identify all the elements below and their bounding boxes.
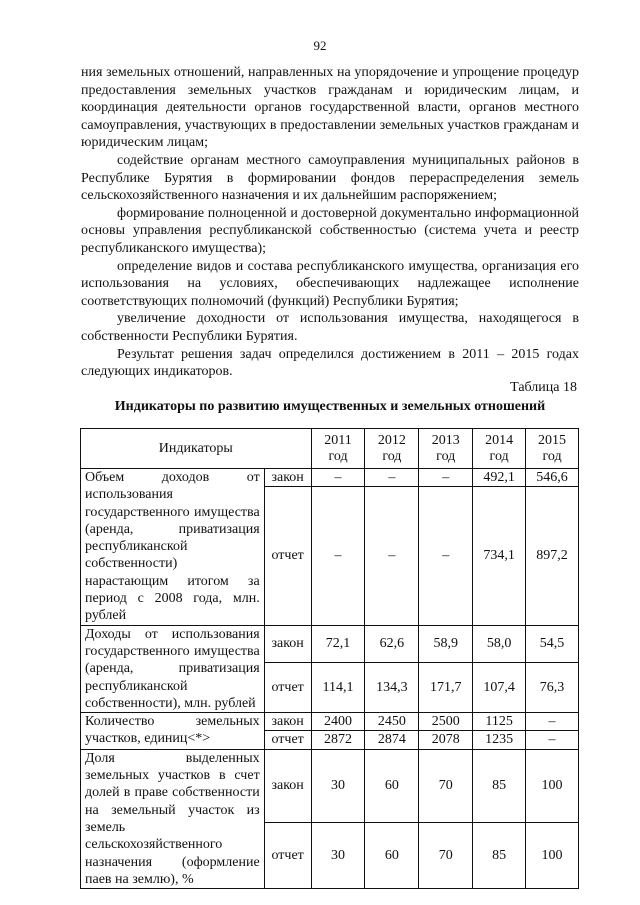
header-year: 2012 год: [365, 429, 419, 469]
row-type: закон: [264, 713, 311, 731]
body-text: [81, 64, 579, 381]
table-row: [81, 469, 579, 487]
header-year: 2015 год: [526, 429, 579, 469]
table-cell: 60: [365, 822, 419, 888]
table-cell: –: [419, 487, 473, 625]
table-cell: 62,6: [365, 625, 419, 662]
paragraph: увеличение доходности от использования имущества, находящегося в собственности Республики Бурятия.: [81, 311, 579, 344]
indicator-name: Объем доходов от использования государственного имущества (аренда, приватизация республиканской собственности) нарастающим итогом за период с 2008 года, млн. рублей: [81, 469, 265, 626]
table-header-row: [81, 429, 579, 469]
table-cell: –: [365, 487, 419, 625]
row-type: закон: [264, 469, 311, 487]
row-type: отчет: [264, 822, 311, 888]
paragraph: содействие органам местного самоуправления муниципальных районов в Республике Бурятия в формировании фондов перераспределения земель сельскохозяйственного назначения и их дальнейшим распоряжением;: [81, 152, 579, 204]
paragraph: определение видов и состава республиканского имущества, организация его использования на условиях, обеспечивающих надлежащее исполнение соответствующих полномочий (функций) Республики Бурятия;: [81, 258, 579, 309]
row-type: отчет: [264, 487, 311, 625]
table-row: [81, 625, 579, 662]
table-cell: 114,1: [311, 662, 365, 712]
table-cell: 546,6: [526, 469, 579, 487]
row-type: закон: [264, 749, 311, 822]
table-row: [81, 713, 579, 731]
table-label: Таблица 18: [510, 380, 577, 395]
table-cell: –: [311, 487, 365, 625]
table-cell: 171,7: [419, 662, 473, 712]
table-cell: 100: [526, 822, 579, 888]
table-cell: 2500: [419, 713, 473, 731]
table-cell: 2078: [419, 731, 473, 749]
table-cell: –: [526, 731, 579, 749]
table-cell: 72,1: [311, 625, 365, 662]
table-cell: 70: [419, 749, 473, 822]
table-cell: 54,5: [526, 625, 579, 662]
table-cell: 76,3: [526, 662, 579, 712]
row-type: отчет: [264, 731, 311, 749]
table-cell: 734,1: [473, 487, 526, 625]
table-cell: 897,2: [526, 487, 579, 625]
table-cell: 58,9: [419, 625, 473, 662]
table-cell: 107,4: [473, 662, 526, 712]
table-cell: 2874: [365, 731, 419, 749]
paragraph: ния земельных отношений, направленных на упорядочение и упрощение процедур предоставления земельных участков гражданам и юридическим лицам, и координация деятельности органов государственной власти, органов местного самоуправления, участвующих в предоставлении земельных участков гражданам и юридическим лицам;: [81, 65, 579, 151]
table-cell: –: [311, 469, 365, 487]
paragraph: Результат решения задач определился достижением в 2011 – 2015 годах следующих индикаторов.: [81, 346, 579, 380]
header-indicators: Индикаторы: [81, 429, 312, 469]
indicator-name: Доходы от использования государственного имущества (аренда, приватизация республиканской собственности), млн. рублей: [81, 625, 265, 712]
table-cell: 100: [526, 749, 579, 822]
table-cell: –: [526, 713, 579, 731]
header-year: 2013 год: [419, 429, 473, 469]
table-cell: 2450: [365, 713, 419, 731]
indicators-table: [80, 428, 579, 889]
table-row: [81, 749, 579, 822]
indicator-name: Количество земельных участков, единиц<*>: [81, 713, 265, 750]
table-cell: –: [365, 469, 419, 487]
table-cell: 30: [311, 822, 365, 888]
table-cell: 1125: [473, 713, 526, 731]
page-number: 92: [313, 38, 327, 53]
table-cell: 30: [311, 749, 365, 822]
paragraph: формирование полноценной и достоверной документально информационной основы управления республиканской собственностью (система учета и реестр республиканского имущества);: [81, 205, 579, 256]
table-cell: 85: [473, 822, 526, 888]
table-cell: 60: [365, 749, 419, 822]
table-cell: 85: [473, 749, 526, 822]
table-cell: 1235: [473, 731, 526, 749]
table-cell: 2400: [311, 713, 365, 731]
table-cell: 70: [419, 822, 473, 888]
table-cell: 2872: [311, 731, 365, 749]
table-cell: 134,3: [365, 662, 419, 712]
table-cell: 492,1: [473, 469, 526, 487]
table-cell: –: [419, 469, 473, 487]
header-year: 2014 год: [473, 429, 526, 469]
table-title: Индикаторы по развитию имущественных и земельных отношений: [114, 399, 546, 414]
header-year: 2011 год: [311, 429, 365, 469]
row-type: закон: [264, 625, 311, 662]
table-cell: 58,0: [473, 625, 526, 662]
row-type: отчет: [264, 662, 311, 712]
indicator-name: Доля выделенных земельных участков в счет долей в праве собственности на земельный участок из земель сельскохозяйственного назначения (оформление паев на землю), %: [81, 749, 265, 888]
